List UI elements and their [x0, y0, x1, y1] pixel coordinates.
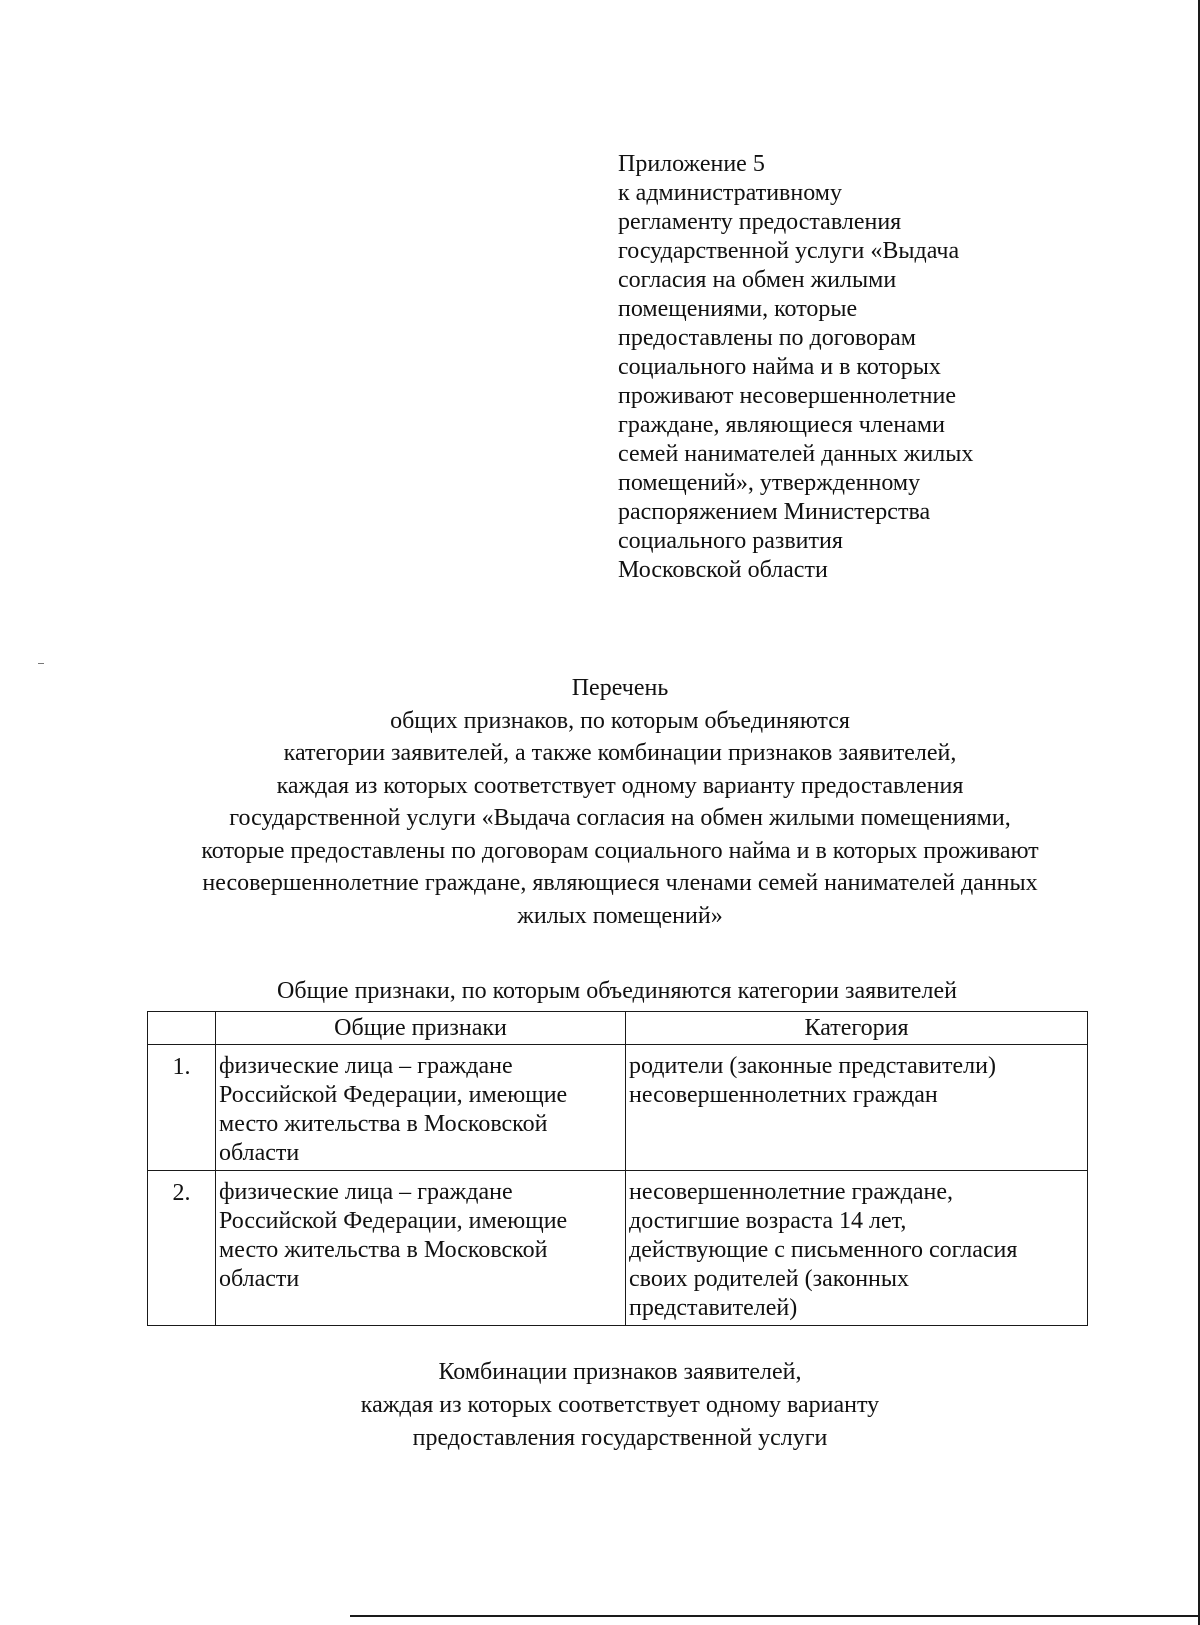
table-header-row [148, 1012, 1088, 1045]
row-category: несовершеннолетние граждане, достигшие возраста 14 лет, действующие с письменного согласия своих родителей (законных представителей) [626, 1171, 1088, 1326]
table-row [148, 1045, 1088, 1171]
header-number [148, 1012, 216, 1045]
row-feature: физические лица – граждане Российской Федерации, имеющие место жительства в Московской области [216, 1171, 626, 1326]
row-number: 2. [148, 1171, 216, 1326]
table-row [148, 1171, 1088, 1326]
criteria-table [147, 1011, 1088, 1326]
scan-artifact [38, 663, 44, 664]
appendix-header: Приложение 5 к административному регламенту предоставления государственной услуги «Выдача согласия на обмен жилыми помещениями, которые предоставлены по договорам социального найма и в которых проживают несовершеннолетние граждане, являющиеся членами семей нанимателей данных жилых помещений», утвержденному распоряжением Министерства социального развития Московской области [618, 151, 974, 583]
row-number: 1. [148, 1045, 216, 1171]
header-category: Категория [626, 1012, 1088, 1045]
combinations-heading: Комбинации признаков заявителей, каждая из которых соответствует одному варианту предоставления государственной услуги [360, 1359, 880, 1451]
row-category: родители (законные представители) несовершеннолетних граждан [626, 1045, 1088, 1171]
scan-edge-line-bottom [350, 1615, 1200, 1617]
document-title: Перечень общих признаков, по которым объединяются категории заявителей, а также комбинации признаков заявителей, каждая из которых соответствует одному варианту предоставления государственной услуги «Выдача согласия на обмен жилыми помещениями, которые предоставлены по договорам социального найма и в которых проживают несовершеннолетние граждане, являющиеся членами семей нанимателей данных жилых помещений» [201, 675, 1039, 929]
header-common-features: Общие признаки [216, 1012, 626, 1045]
table-caption: Общие признаки, по которым объединяются категории заявителей [277, 978, 957, 1004]
row-feature: физические лица – граждане Российской Федерации, имеющие место жительства в Московской области [216, 1045, 626, 1171]
